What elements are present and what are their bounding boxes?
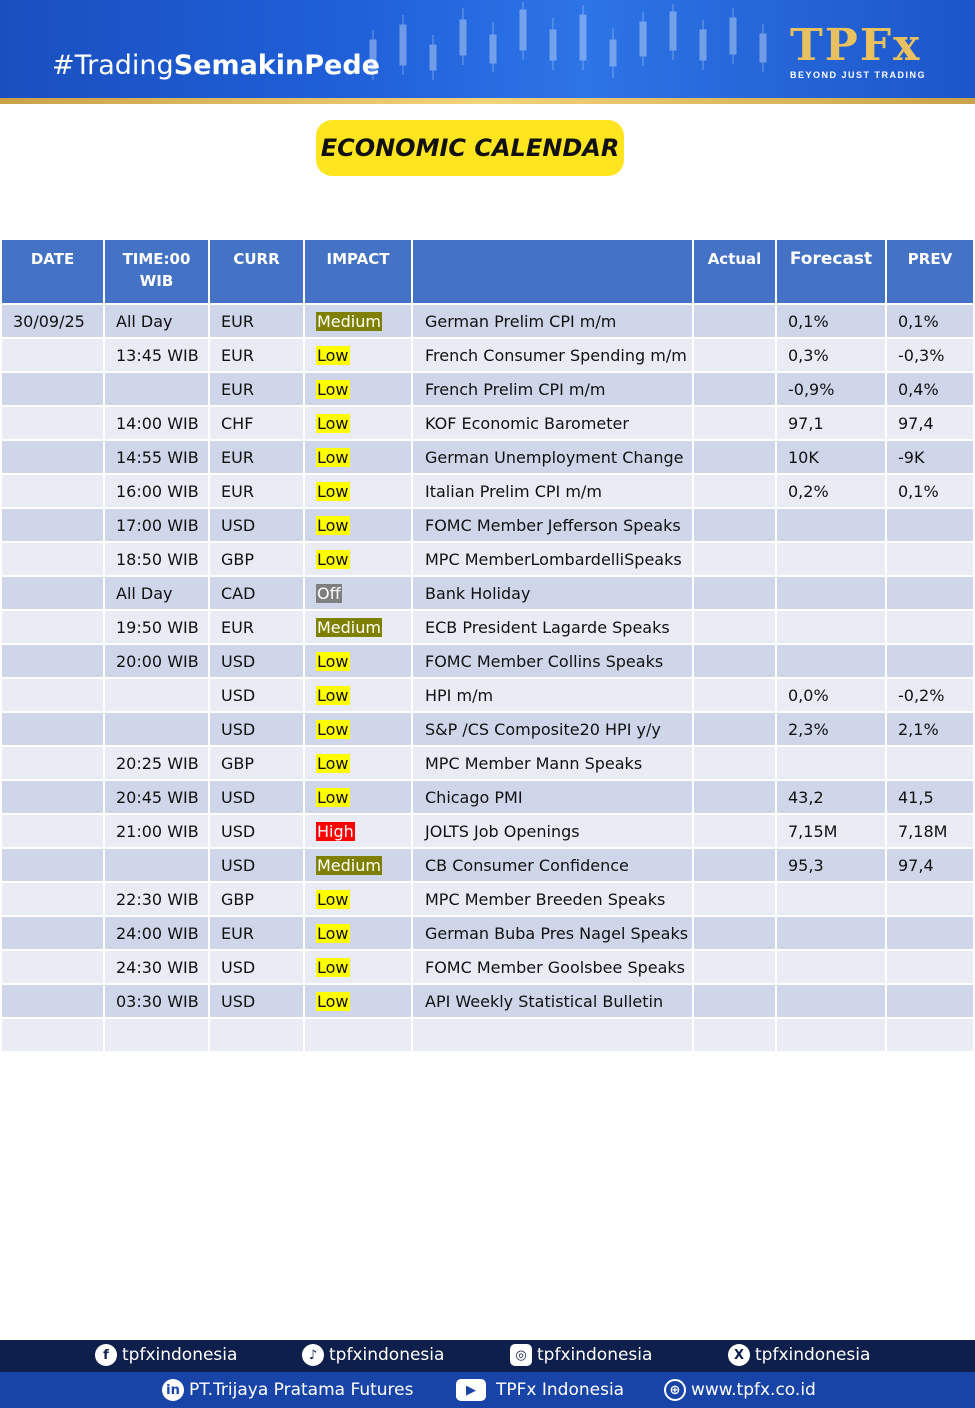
- table-row: [2, 679, 973, 711]
- cell-curr: USD: [210, 815, 303, 847]
- cell-date: [2, 441, 103, 473]
- cell-date: [2, 1019, 103, 1051]
- header-curr: CURR: [210, 240, 303, 303]
- cell-date: [2, 917, 103, 949]
- cell-actual: [694, 577, 775, 609]
- cell-time: [105, 1019, 208, 1051]
- cell-time: [105, 679, 208, 711]
- cell-actual: [694, 747, 775, 779]
- cell-event: CB Consumer Confidence: [413, 849, 692, 881]
- cell-time: [105, 713, 208, 745]
- cell-impact: [305, 679, 411, 711]
- cell-curr: [210, 1019, 303, 1051]
- header-banner: [0, 0, 975, 98]
- cell-curr: USD: [210, 781, 303, 813]
- impact-badge: Low: [317, 379, 349, 399]
- cell-impact: [305, 645, 411, 677]
- impact-badge: Medium: [317, 617, 381, 637]
- cell-prev: [887, 611, 973, 643]
- impact-badge: [316, 1026, 318, 1045]
- cell-date: [2, 815, 103, 847]
- cell-event: German Prelim CPI m/m: [413, 305, 692, 337]
- cell-event: FOMC Member Jefferson Speaks: [413, 509, 692, 541]
- cell-time: 20:00 WIB: [105, 645, 208, 677]
- cell-prev: [887, 917, 973, 949]
- header-date: DATE: [2, 240, 103, 303]
- linkedin-link[interactable]: in PT.Trijaya Pratama Futures: [162, 1379, 413, 1401]
- gold-divider: [0, 98, 975, 104]
- cell-event: MPC Member Breeden Speaks: [413, 883, 692, 915]
- cell-actual: [694, 441, 775, 473]
- economic-calendar-table: [0, 238, 975, 1053]
- table-row: [2, 951, 973, 983]
- cell-curr: EUR: [210, 339, 303, 371]
- cell-actual: [694, 917, 775, 949]
- cell-event: Italian Prelim CPI m/m: [413, 475, 692, 507]
- cell-impact: [305, 883, 411, 915]
- cell-time: 16:00 WIB: [105, 475, 208, 507]
- cell-time: 13:45 WIB: [105, 339, 208, 371]
- table-header-row: [2, 240, 973, 303]
- table-row: [2, 645, 973, 677]
- cell-date: [2, 781, 103, 813]
- cell-event: API Weekly Statistical Bulletin: [413, 985, 692, 1017]
- header-event: [413, 240, 692, 303]
- cell-event: HPI m/m: [413, 679, 692, 711]
- cell-impact: [305, 543, 411, 575]
- cell-time: All Day: [105, 577, 208, 609]
- cell-event: German Unemployment Change: [413, 441, 692, 473]
- cell-impact: [305, 339, 411, 371]
- cell-prev: 0,1%: [887, 305, 973, 337]
- cell-impact: [305, 1019, 411, 1051]
- table-row: [2, 475, 973, 507]
- table-row: [2, 917, 973, 949]
- cell-impact: [305, 951, 411, 983]
- cell-prev: -9K: [887, 441, 973, 473]
- cell-curr: CAD: [210, 577, 303, 609]
- cell-impact: [305, 781, 411, 813]
- cell-actual: [694, 475, 775, 507]
- table-row: [2, 781, 973, 813]
- impact-badge: High: [317, 821, 354, 841]
- cell-curr: USD: [210, 951, 303, 983]
- cell-prev: [887, 645, 973, 677]
- cell-prev: [887, 543, 973, 575]
- x-icon: X: [728, 1344, 750, 1366]
- cell-event: French Prelim CPI m/m: [413, 373, 692, 405]
- cell-date: [2, 679, 103, 711]
- cell-event: [413, 1019, 692, 1051]
- cell-prev: [887, 1019, 973, 1051]
- hashtag-text: #TradingSemakinPede: [52, 50, 380, 81]
- cell-event: MPC MemberLombardelliSpeaks: [413, 543, 692, 575]
- impact-badge: Low: [317, 719, 349, 739]
- cell-forecast: -0,9%: [777, 373, 885, 405]
- impact-badge: Low: [317, 345, 349, 365]
- cell-impact: [305, 305, 411, 337]
- cell-event: ECB President Lagarde Speaks: [413, 611, 692, 643]
- header-forecast: Forecast: [777, 240, 885, 303]
- cell-event: JOLTS Job Openings: [413, 815, 692, 847]
- cell-time: 22:30 WIB: [105, 883, 208, 915]
- cell-actual: [694, 781, 775, 813]
- cell-curr: EUR: [210, 373, 303, 405]
- cell-forecast: 97,1: [777, 407, 885, 439]
- cell-date: [2, 713, 103, 745]
- cell-date: [2, 951, 103, 983]
- cell-forecast: 0,2%: [777, 475, 885, 507]
- cell-date: [2, 475, 103, 507]
- cell-impact: [305, 373, 411, 405]
- cell-actual: [694, 339, 775, 371]
- cell-time: 17:00 WIB: [105, 509, 208, 541]
- cell-impact: [305, 577, 411, 609]
- instagram-icon: ◎: [510, 1344, 532, 1366]
- table-row: [2, 577, 973, 609]
- cell-curr: USD: [210, 849, 303, 881]
- cell-curr: GBP: [210, 747, 303, 779]
- website-link[interactable]: ⊕ www.tpfx.co.id: [664, 1379, 816, 1401]
- cell-event: KOF Economic Barometer: [413, 407, 692, 439]
- cell-prev: [887, 509, 973, 541]
- cell-actual: [694, 679, 775, 711]
- impact-badge: Medium: [317, 855, 381, 875]
- cell-impact: [305, 407, 411, 439]
- cell-actual: [694, 407, 775, 439]
- cell-prev: 97,4: [887, 407, 973, 439]
- x-link[interactable]: X tpfxindonesia: [728, 1344, 870, 1366]
- impact-badge: Low: [317, 991, 349, 1011]
- cell-forecast: [777, 1019, 885, 1051]
- impact-badge: Low: [317, 957, 349, 977]
- footer-contact-bar: [0, 1372, 975, 1408]
- cell-forecast: 0,3%: [777, 339, 885, 371]
- cell-forecast: [777, 509, 885, 541]
- cell-forecast: 43,2: [777, 781, 885, 813]
- cell-event: Chicago PMI: [413, 781, 692, 813]
- table-row: [2, 985, 973, 1017]
- cell-time: 19:50 WIB: [105, 611, 208, 643]
- cell-impact: [305, 747, 411, 779]
- cell-time: 20:25 WIB: [105, 747, 208, 779]
- cell-forecast: [777, 883, 885, 915]
- cell-event: S&P /CS Composite20 HPI y/y: [413, 713, 692, 745]
- impact-badge: Low: [317, 923, 349, 943]
- impact-badge: Low: [317, 413, 349, 433]
- cell-date: [2, 985, 103, 1017]
- cell-date: [2, 373, 103, 405]
- cell-date: [2, 849, 103, 881]
- cell-impact: [305, 849, 411, 881]
- cell-forecast: [777, 917, 885, 949]
- cell-time: 03:30 WIB: [105, 985, 208, 1017]
- cell-date: [2, 747, 103, 779]
- cell-curr: USD: [210, 509, 303, 541]
- impact-badge: Off: [317, 583, 341, 603]
- impact-badge: Low: [317, 889, 349, 909]
- cell-time: 24:00 WIB: [105, 917, 208, 949]
- header-prev: PREV: [887, 240, 973, 303]
- cell-forecast: [777, 577, 885, 609]
- cell-prev: 2,1%: [887, 713, 973, 745]
- cell-date: [2, 543, 103, 575]
- header-impact: IMPACT: [305, 240, 411, 303]
- cell-prev: 0,1%: [887, 475, 973, 507]
- cell-forecast: 7,15M: [777, 815, 885, 847]
- impact-badge: Low: [317, 515, 349, 535]
- impact-badge: Low: [317, 753, 349, 773]
- cell-forecast: [777, 985, 885, 1017]
- cell-date: 30/09/25: [2, 305, 103, 337]
- cell-date: [2, 509, 103, 541]
- cell-impact: [305, 475, 411, 507]
- table-row: [2, 373, 973, 405]
- cell-actual: [694, 305, 775, 337]
- cell-time: All Day: [105, 305, 208, 337]
- cell-actual: [694, 951, 775, 983]
- cell-curr: USD: [210, 679, 303, 711]
- cell-forecast: [777, 747, 885, 779]
- cell-date: [2, 883, 103, 915]
- cell-actual: [694, 849, 775, 881]
- cell-time: 18:50 WIB: [105, 543, 208, 575]
- table-row: [2, 305, 973, 337]
- cell-impact: [305, 917, 411, 949]
- cell-curr: USD: [210, 713, 303, 745]
- table-row: [2, 815, 973, 847]
- table-row: [2, 509, 973, 541]
- cell-prev: 97,4: [887, 849, 973, 881]
- impact-badge: Low: [317, 651, 349, 671]
- cell-time: 21:00 WIB: [105, 815, 208, 847]
- facebook-icon: f: [95, 1344, 117, 1366]
- cell-prev: [887, 951, 973, 983]
- table-row: [2, 543, 973, 575]
- youtube-icon: ▶: [456, 1379, 486, 1401]
- cell-event: FOMC Member Goolsbee Speaks: [413, 951, 692, 983]
- impact-badge: Low: [317, 447, 349, 467]
- cell-actual: [694, 1019, 775, 1051]
- table-row: [2, 713, 973, 745]
- tiktok-link[interactable]: ♪ tpfxindonesia: [302, 1344, 444, 1366]
- cell-actual: [694, 373, 775, 405]
- cell-prev: 7,18M: [887, 815, 973, 847]
- globe-icon: ⊕: [664, 1379, 686, 1401]
- cell-forecast: 0,0%: [777, 679, 885, 711]
- cell-impact: [305, 985, 411, 1017]
- facebook-link[interactable]: f tpfxindonesia: [95, 1344, 237, 1366]
- table-row: [2, 883, 973, 915]
- cell-impact: [305, 713, 411, 745]
- table-row: [2, 747, 973, 779]
- cell-actual: [694, 883, 775, 915]
- cell-impact: [305, 441, 411, 473]
- cell-prev: 0,4%: [887, 373, 973, 405]
- impact-badge: Medium: [317, 311, 381, 331]
- cell-time: [105, 849, 208, 881]
- page-title: ECONOMIC CALENDAR: [316, 120, 624, 176]
- cell-forecast: 0,1%: [777, 305, 885, 337]
- table-row: [2, 1019, 973, 1051]
- cell-curr: USD: [210, 645, 303, 677]
- cell-curr: EUR: [210, 305, 303, 337]
- cell-curr: GBP: [210, 543, 303, 575]
- cell-curr: EUR: [210, 441, 303, 473]
- cell-actual: [694, 713, 775, 745]
- cell-time: 14:00 WIB: [105, 407, 208, 439]
- cell-actual: [694, 543, 775, 575]
- cell-event: French Consumer Spending m/m: [413, 339, 692, 371]
- footer-social-bar: [0, 1340, 975, 1372]
- impact-badge: Low: [317, 685, 349, 705]
- table-row: [2, 407, 973, 439]
- tiktok-icon: ♪: [302, 1344, 324, 1366]
- cell-forecast: [777, 543, 885, 575]
- linkedin-icon: in: [162, 1379, 184, 1401]
- table-body: [2, 305, 973, 1051]
- cell-time: [105, 373, 208, 405]
- header-actual: Actual: [694, 240, 775, 303]
- cell-date: [2, 611, 103, 643]
- cell-prev: -0,3%: [887, 339, 973, 371]
- table-row: [2, 441, 973, 473]
- cell-event: MPC Member Mann Speaks: [413, 747, 692, 779]
- cell-prev: -0,2%: [887, 679, 973, 711]
- cell-forecast: [777, 611, 885, 643]
- cell-forecast: [777, 951, 885, 983]
- cell-curr: EUR: [210, 611, 303, 643]
- table-row: [2, 849, 973, 881]
- cell-prev: 41,5: [887, 781, 973, 813]
- brand-logo: [790, 20, 940, 84]
- instagram-link[interactable]: ◎ tpfxindonesia: [510, 1344, 652, 1366]
- cell-date: [2, 645, 103, 677]
- cell-prev: [887, 747, 973, 779]
- brand-name: TPFx: [790, 20, 922, 71]
- cell-forecast: [777, 645, 885, 677]
- cell-date: [2, 407, 103, 439]
- cell-time: 14:55 WIB: [105, 441, 208, 473]
- cell-date: [2, 577, 103, 609]
- cell-prev: [887, 985, 973, 1017]
- table-row: [2, 611, 973, 643]
- cell-actual: [694, 645, 775, 677]
- cell-curr: CHF: [210, 407, 303, 439]
- youtube-link[interactable]: ▶ TPFx Indonesia: [456, 1379, 624, 1401]
- cell-actual: [694, 611, 775, 643]
- impact-badge: Low: [317, 787, 349, 807]
- cell-event: Bank Holiday: [413, 577, 692, 609]
- table-row: [2, 339, 973, 371]
- cell-actual: [694, 985, 775, 1017]
- cell-prev: [887, 577, 973, 609]
- cell-curr: EUR: [210, 475, 303, 507]
- cell-actual: [694, 509, 775, 541]
- impact-badge: Low: [317, 549, 349, 569]
- brand-tagline: BEYOND JUST TRADING: [790, 70, 927, 80]
- cell-actual: [694, 815, 775, 847]
- cell-date: [2, 339, 103, 371]
- cell-event: FOMC Member Collins Speaks: [413, 645, 692, 677]
- cell-time: 20:45 WIB: [105, 781, 208, 813]
- cell-impact: [305, 815, 411, 847]
- cell-curr: GBP: [210, 883, 303, 915]
- cell-curr: EUR: [210, 917, 303, 949]
- cell-time: 24:30 WIB: [105, 951, 208, 983]
- cell-impact: [305, 611, 411, 643]
- cell-forecast: 2,3%: [777, 713, 885, 745]
- candlestick-decoration-icon: [360, 0, 780, 98]
- cell-prev: [887, 883, 973, 915]
- cell-forecast: 10K: [777, 441, 885, 473]
- impact-badge: Low: [317, 481, 349, 501]
- cell-impact: [305, 509, 411, 541]
- cell-event: German Buba Pres Nagel Speaks: [413, 917, 692, 949]
- header-time: TIME:00 WIB: [105, 240, 208, 303]
- cell-curr: USD: [210, 985, 303, 1017]
- cell-forecast: 95,3: [777, 849, 885, 881]
